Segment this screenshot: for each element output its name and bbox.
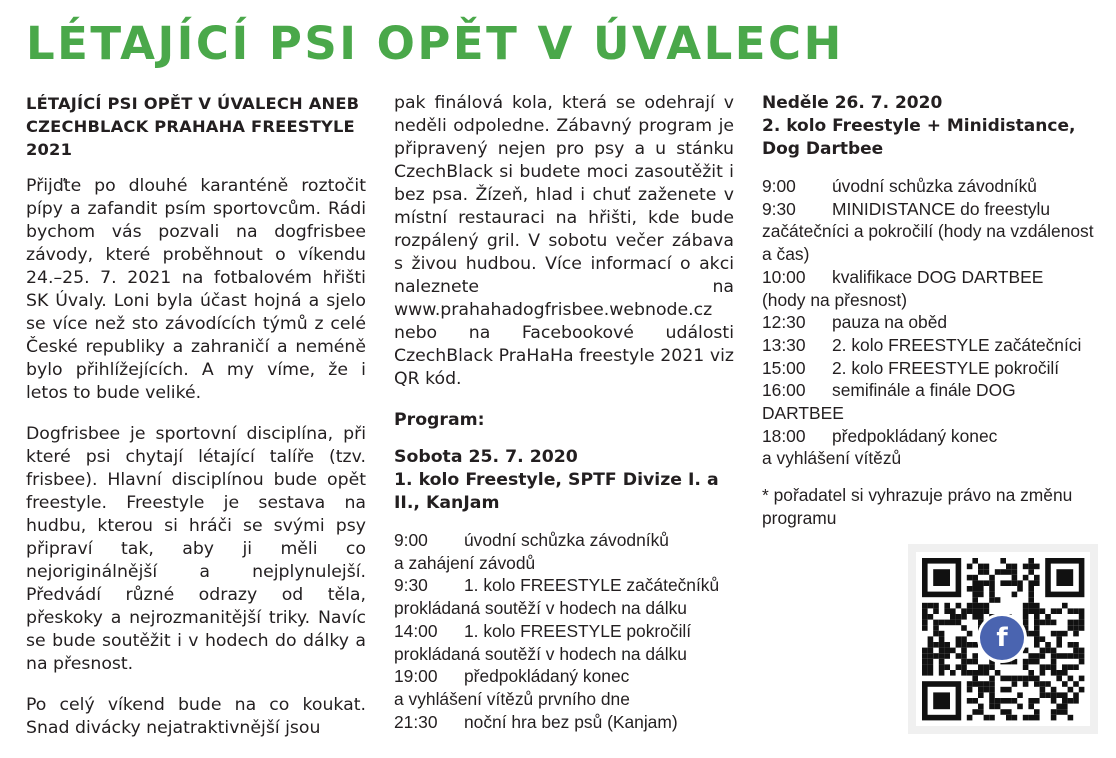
schedule-time: 19:00 (394, 666, 438, 687)
schedule-time: 9:00 (394, 530, 428, 550)
schedule-item (762, 334, 1108, 357)
schedule-item (394, 620, 734, 643)
schedule-item (394, 665, 734, 688)
schedule-text: noční hra bez psů (Kanjam) (464, 711, 678, 732)
schedule-text: MINIDISTANCE do freestylu (832, 198, 1051, 219)
schedule-item (762, 266, 1108, 289)
schedule-time: 16:00 (762, 380, 806, 401)
schedule-item (394, 711, 734, 734)
program-heading: Program: (394, 410, 485, 430)
schedule-item (394, 529, 734, 552)
schedule-text: pauza na oběd (832, 312, 948, 333)
column-1 (26, 92, 366, 758)
schedule-item (762, 357, 1108, 380)
schedule-time: 15:00 (762, 357, 806, 378)
paragraph-intro: Přijďte po dlouhé karanténě roztočit pípy a zafandit psím sportovcům. Rádi bychom vás pozvali na dogfrisbee závody, které proběhnout o víkendu 24.–25. 7. 2021 na fotbalovém hřišti SK Úvaly. Loni byla účast hojná a sjelo se více než sto závodících týmů z celé České republiky a zahraničí a neméně bylo přihlížejících. A my víme, že i letos to bude veliké. (26, 176, 366, 403)
sunday-schedule (762, 175, 1108, 470)
schedule-text-continued: prokládaná soutěží v hodech na dálku (394, 598, 687, 619)
schedule-text-continued: (hody na přesnost) (762, 289, 908, 310)
schedule-item (762, 425, 1108, 448)
schedule-text: 1. kolo FREESTYLE začátečníků (464, 575, 720, 596)
schedule-time: 9:30 (762, 198, 796, 219)
schedule-text-continued: a vyhlášení vítězů prvního dne (394, 688, 630, 709)
schedule-item (762, 379, 1108, 402)
facebook-icon: f (980, 616, 1024, 660)
schedule-text-continued: začátečníci a pokročilí (hody na vzdálenost a čas) (762, 221, 1094, 265)
schedule-text-continued: DARTBEE (762, 403, 844, 424)
schedule-time: 9:00 (762, 176, 796, 196)
schedule-time: 14:00 (394, 620, 438, 641)
schedule-text: předpokládaný konec (832, 425, 998, 446)
paragraph-dogfrisbee: Dogfrisbee je sportovní disciplína, při které psi chytají létající talíře (tzv. frisbee). Hlavní disciplínou bude opět freestyle. Freestyle je sestava na hudbu, kterou si hráči se svými psy připraví tak, aby ji měli co nejoriginálnější a nejplynulejší. Předvádí různé odrazy od těla, přeskoky a nejrozmanitější triky. Navíc se bude soutěžit i v hodech do dálky a na přesnost. (26, 424, 366, 674)
schedule-item (762, 175, 1108, 198)
schedule-item (394, 574, 734, 597)
schedule-text-continued: prokládaná soutěží v hodech na dálku (394, 643, 687, 664)
schedule-text: semifinále a finále DOG (832, 380, 1016, 401)
schedule-item (762, 198, 1108, 221)
schedule-time: 12:30 (762, 312, 806, 333)
schedule-text: kvalifikace DOG DARTBEE (832, 266, 1044, 287)
schedule-text-continued: a zahájení závodů (394, 552, 536, 573)
program-note: * pořadatel si vyhrazuje právo na změnu programu (762, 485, 1073, 528)
lead-heading: LÉTAJÍCÍ PSI OPĚT V ÚVALECH ANEB CZECHBLACK PRAHAHA FREESTYLE 2021 (26, 94, 360, 159)
saturday-heading: Sobota 25. 7. 2020 1. kolo Freestyle, SPTF Divize I. a II., KanJam (394, 447, 719, 513)
sunday-heading: Neděle 26. 7. 2020 2. kolo Freestyle + Minidistance, Dog Dartbee (762, 93, 1076, 159)
schedule-time: 9:30 (394, 575, 428, 596)
schedule-text-continued: a vyhlášení vítězů (762, 448, 902, 469)
paragraph-finals: pak finálová kola, která se odehrají v neděli odpoledne. Zábavný program je připravený nejen pro psy a u stánku CzechBlack si budete moci zasoutěžit i bez psa. Žízeň, hlad i chuť zaženete v místní restauraci na hřišti, kde bude rozpálený gril. V sobotu večer zábava s živou hudbou. Více informací o akci naleznete na www.prahahadogfrisbee.webnode.cz nebo na Facebookové události CzechBlack PraHaHa freestyle 2021 viz QR kód. (394, 93, 734, 389)
schedule-item (762, 311, 1108, 334)
schedule-text: 1. kolo FREESTYLE pokročilí (464, 620, 692, 641)
schedule-text: předpokládaný konec (464, 666, 630, 687)
column-3 (762, 92, 1108, 530)
saturday-schedule (394, 529, 734, 733)
column-2 (394, 92, 734, 747)
paragraph-weekend: Po celý víkend bude na co koukat. Snad divácky nejatraktivnější jsou (26, 695, 366, 738)
schedule-time: 13:30 (762, 334, 806, 355)
schedule-time: 18:00 (762, 425, 806, 446)
schedule-time: 21:30 (394, 711, 438, 732)
schedule-text: úvodní schůzka závodníků (464, 530, 669, 550)
schedule-text: úvodní schůzka závodníků (832, 176, 1037, 196)
schedule-time: 10:00 (762, 266, 806, 287)
schedule-text: 2. kolo FREESTYLE pokročilí (832, 357, 1060, 378)
schedule-text: 2. kolo FREESTYLE začátečníci (832, 334, 1082, 355)
page-title: LÉTAJÍCÍ PSI OPĚT V ÚVALECH (26, 17, 844, 70)
